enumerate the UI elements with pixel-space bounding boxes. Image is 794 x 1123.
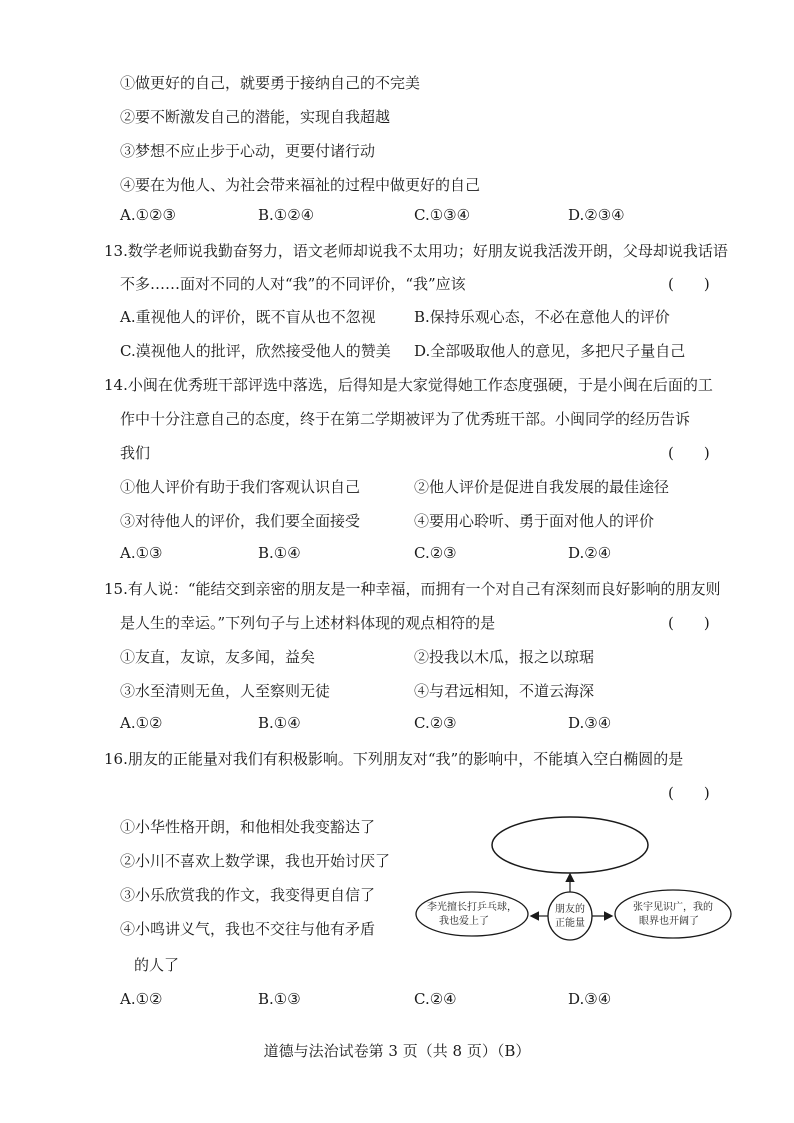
q16-option-b[interactable]: B.①③ [258,990,301,1008]
q15-item-1: ①友直，友谅，友多闻，益矣 [120,648,316,666]
q15-stem-line1: 15.有人说：“能结交到亲密的朋友是一种幸福，而拥有一个对自己有深刻而良好影响的朋友则 [104,580,721,598]
center-label-line2: 正能量 [555,918,585,929]
q14-option-d[interactable]: D.②④ [568,544,612,562]
q12-item-3: ③梦想不应止步于心动，更要付诸行动 [120,142,376,160]
left-label-line1: 李光擅长打乒乓球， [427,902,517,913]
left-ellipse [416,892,528,936]
q12-option-c[interactable]: C.①③④ [414,206,471,224]
q13-option-b[interactable]: B.保持乐观心态，不必在意他人的评价 [414,308,670,326]
friend-influence-diagram [415,810,735,960]
q15-stem-line2: 是人生的幸运。”下列句子与上述材料体现的观点相符的是 [120,614,496,632]
q13-option-c[interactable]: C.漠视他人的批评，欣然接受他人的赞美 [120,342,391,360]
q15-option-a[interactable]: A.①② [120,714,163,732]
q12-option-d[interactable]: D.②③④ [568,206,625,224]
q12-option-a[interactable]: A.①②③ [120,206,176,224]
left-label-line2: 我也爱上了 [439,916,489,927]
page-footer: 道德与法治试卷第 3 页（共 8 页）（B） [263,1042,531,1060]
q15-option-c[interactable]: C.②③ [414,714,457,732]
q14-item-4: ④要用心聆听、勇于面对他人的评价 [414,512,655,530]
center-ellipse [548,892,592,940]
q12-item-4: ④要在为他人、为社会带来福祉的过程中做更好的自己 [120,176,481,194]
q13-option-a[interactable]: A.重视他人的评价，既不盲从也不忽视 [120,308,376,326]
q14-item-1: ①他人评价有助于我们客观认识自己 [120,478,361,496]
q15-item-3: ③水至清则无鱼，人至察则无徒 [120,682,331,700]
q14-option-b[interactable]: B.①④ [258,544,301,562]
q15-answer-paren[interactable]: ( ) [668,614,710,632]
q13-stem-line2: 不多……面对不同的人对“我”的不同评价，“我”应该 [120,275,466,293]
q16-item-3: ③小乐欣赏我的作文，我变得更自信了 [120,886,376,904]
q14-stem-line1: 14.小闽在优秀班干部评选中落选，后得知是大家觉得她工作态度强硬，于是小闽在后面的工 [104,376,713,394]
q15-item-2: ②投我以木瓜，报之以琼琚 [414,648,595,666]
q14-option-a[interactable]: A.①③ [120,544,163,562]
right-label-line2: 眼界也开阔了 [639,916,699,927]
right-ellipse [615,890,731,938]
q15-option-d[interactable]: D.③④ [568,714,612,732]
q16-item-2: ②小川不喜欢上数学课，我也开始讨厌了 [120,852,391,870]
q13-stem-line1: 13.数学老师说我勤奋努力，语文老师却说我不太用功；好朋友说我活泼开朗，父母却说我话语 [104,242,728,260]
q15-item-4: ④与君远相知，不道云海深 [414,682,595,700]
q16-item-4: ④小鸣讲义气，我也不交往与他有矛盾 [120,920,376,938]
right-label-line1: 张宇见识广，我的 [633,902,713,913]
q16-option-c[interactable]: C.②④ [414,990,457,1008]
q16-item-1: ①小华性格开朗，和他相处我变豁达了 [120,818,376,836]
q16-stem: 16.朋友的正能量对我们有积极影响。下列朋友对“我”的影响中，不能填入空白椭圆的是 [104,750,684,768]
q12-item-2: ②要不断激发自己的潜能，实现自我超越 [120,108,391,126]
q16-option-d[interactable]: D.③④ [568,990,612,1008]
q14-answer-paren[interactable]: ( ) [668,444,710,462]
center-label-line1: 朋友的 [555,904,585,915]
q13-option-d[interactable]: D.全部吸取他人的意见，多把尺子量自己 [414,342,686,360]
q14-stem-line3: 我们 [120,444,151,462]
q13-answer-paren[interactable]: ( ) [668,275,710,293]
q14-item-3: ③对待他人的评价，我们要全面接受 [120,512,361,530]
q14-stem-line2: 作中十分注意自己的态度，终于在第二学期被评为了优秀班干部。小闽同学的经历告诉 [120,410,691,428]
q16-item-4-cont: 的人了 [134,956,180,974]
q14-option-c[interactable]: C.②③ [414,544,457,562]
q16-option-a[interactable]: A.①② [120,990,163,1008]
q15-option-b[interactable]: B.①④ [258,714,301,732]
q14-item-2: ②他人评价是促进自我发展的最佳途径 [414,478,670,496]
q12-item-1: ①做更好的自己，就要勇于接纳自己的不完美 [120,74,421,92]
blank-ellipse[interactable] [492,817,648,873]
q12-option-b[interactable]: B.①②④ [258,206,315,224]
q16-answer-paren[interactable]: ( ) [668,784,710,802]
